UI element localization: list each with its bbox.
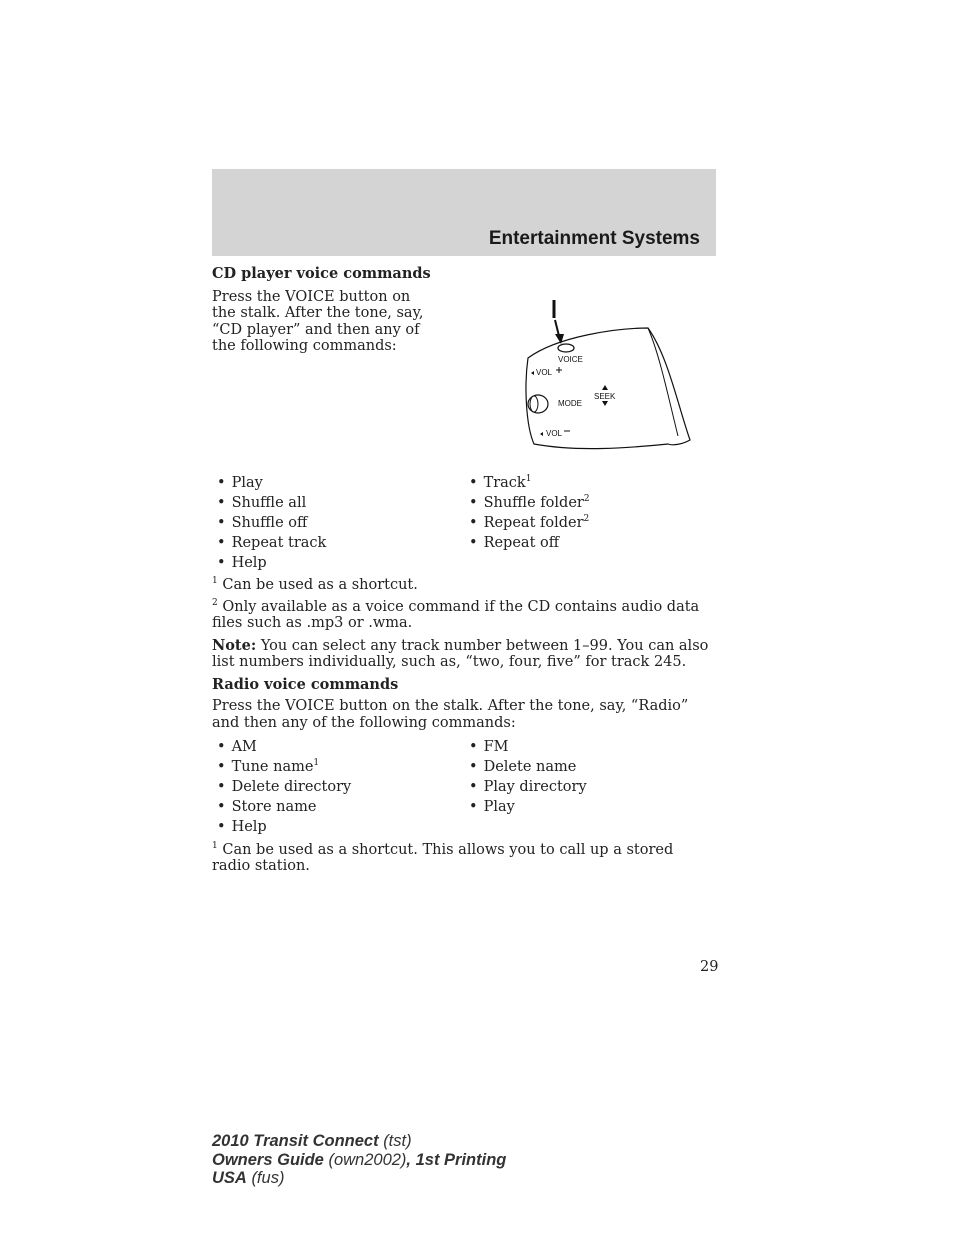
seek-label: SEEK (594, 392, 616, 401)
vol-up-left-arrow-icon (531, 371, 534, 375)
seek-up-arrow-icon (602, 385, 608, 390)
list-item: • Delete directory (212, 779, 464, 796)
list-item: • Shuffle folder$^2$ (464, 495, 716, 512)
document-footer (212, 1132, 506, 1188)
note-paragraph: Note: You can select any track number between 1–99. You can also list numbers individually, such as, “two, four, five” for track 245. (212, 636, 709, 670)
list-item: • Delete name (464, 759, 716, 776)
radio-intro: Press the VOICE button on the stalk. After the tone, say, “Radio” and then any of the following commands: (212, 698, 689, 731)
list-item: • AM (212, 739, 464, 756)
voice-button-icon (558, 344, 574, 352)
vol-down-left-arrow-icon (540, 432, 543, 436)
page-content (212, 266, 716, 875)
arrow-shaft-lower (555, 320, 559, 336)
vol-down-label: VOL (546, 429, 563, 438)
cd-heading: CD player voice commands (212, 265, 431, 282)
section-title: Entertainment Systems (488, 228, 700, 249)
cd-intro: Press the VOICE button on the stalk. After the tone, say, “CD player” and then any of the following commands: (212, 288, 424, 354)
list-item: • FM (464, 739, 716, 756)
steering-stalk-diagram (518, 296, 704, 456)
vol-up-label: VOL (536, 368, 553, 377)
footer-line-3: USA (fus) (212, 1169, 285, 1187)
list-item: • Store name (212, 799, 464, 816)
list-item: • Shuffle all (212, 495, 464, 512)
list-item: • Play directory (464, 779, 716, 796)
list-item: • Tune name$^1$ (212, 759, 464, 776)
radio-command-list (212, 739, 716, 836)
page-number: 29 (700, 959, 719, 975)
list-item: • Repeat off (464, 535, 716, 552)
note-label: Note: (212, 636, 257, 654)
voice-label: VOICE (558, 355, 583, 364)
footer-line-2: Owners Guide (own2002), 1st Printing (212, 1150, 507, 1169)
footer-line-1: 2010 Transit Connect (tst) (212, 1132, 412, 1150)
radio-heading: Radio voice commands (212, 675, 399, 693)
list-item: • Play (212, 475, 464, 492)
list-item: • Shuffle off (212, 515, 464, 532)
seek-down-arrow-icon (602, 401, 608, 406)
cd-command-list (212, 475, 716, 572)
cd-footnote-2: $^2$ Only available as a voice command if the CD contains audio data files such as .mp3 or .wma. (212, 597, 700, 631)
cd-footnote-1: $^1$ Can be used as a shortcut. (212, 576, 418, 593)
list-item: • Track$^1$ (464, 475, 716, 492)
radio-footnote-1: $^1$ Can be used as a shortcut. This allows you to call up a stored radio station. (212, 840, 674, 874)
mode-label: MODE (558, 399, 582, 408)
list-item: • Repeat folder$^2$ (464, 515, 716, 532)
mode-knob-face (530, 396, 538, 412)
list-item: • Repeat track (212, 535, 464, 552)
section-header-band (212, 169, 716, 256)
list-item: • Help (212, 555, 464, 572)
stalk-edge (648, 328, 678, 436)
list-item: • Play (464, 799, 716, 816)
list-item: • Help (212, 819, 464, 836)
